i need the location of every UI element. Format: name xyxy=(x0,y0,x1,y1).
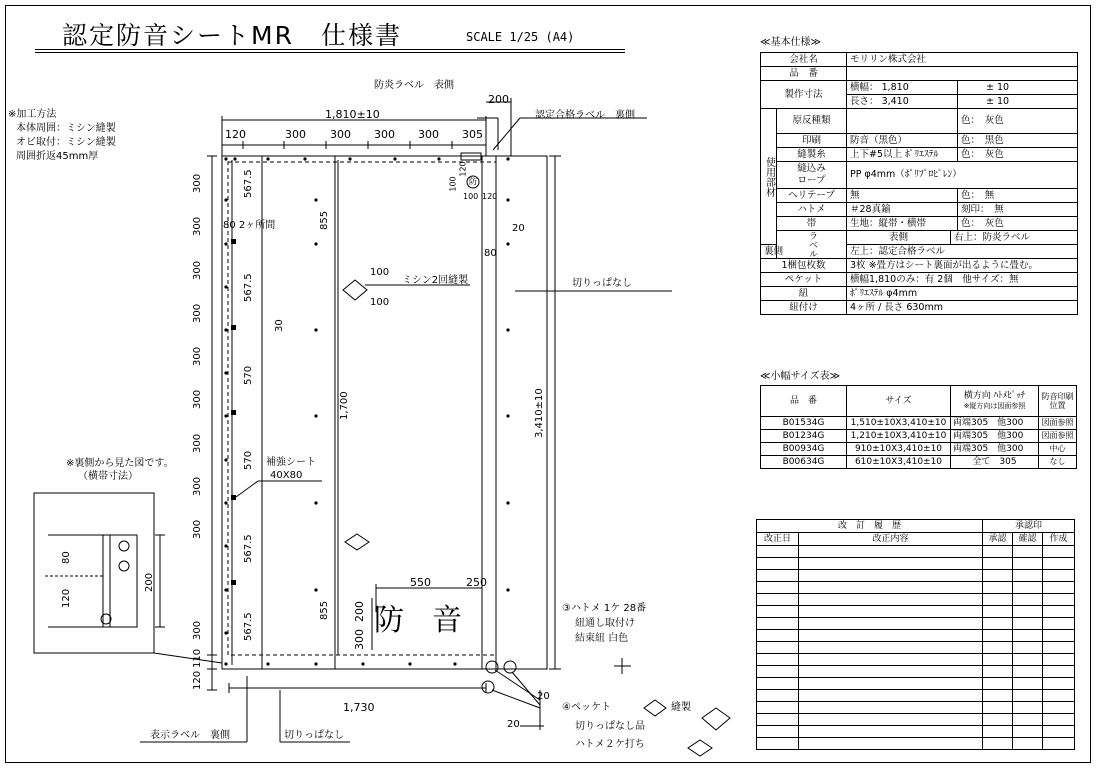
row-pitch: 両端305 他300 xyxy=(951,443,1039,456)
size-head-pitch-note: ※縦方向は図面参照 xyxy=(963,402,1026,410)
label-80: 80 xyxy=(484,248,497,259)
history-cell xyxy=(1013,594,1043,606)
basic-spec-table xyxy=(760,52,1078,315)
row-pitch: 両端305 他300 xyxy=(951,417,1039,430)
row-pos: 図面参照 xyxy=(1039,417,1077,430)
history-cell xyxy=(1043,570,1075,582)
width-label: 横幅： xyxy=(850,81,879,93)
history-cell xyxy=(983,630,1013,642)
width-cell xyxy=(847,81,958,95)
thread-label: 縫製糸 xyxy=(777,148,847,162)
history-cell xyxy=(1043,630,1075,642)
size-head-item: 品 番 xyxy=(761,386,847,417)
dim-left-110: 110 xyxy=(192,648,203,668)
history-cell xyxy=(1013,582,1043,594)
dim-200-b: 200 xyxy=(353,601,366,622)
history-cell xyxy=(1043,666,1075,678)
dim-top-300-d: 300 xyxy=(418,128,439,141)
history-cell xyxy=(983,558,1013,570)
dim-band-6: 567.5 xyxy=(243,612,254,641)
processing-title: ※加工方法 xyxy=(8,109,57,120)
dim-550: 550 xyxy=(410,576,431,589)
table-row xyxy=(761,417,1077,430)
width-tol: ± 10 xyxy=(958,81,1078,95)
dim-top-300-c: 300 xyxy=(374,128,395,141)
history-cell xyxy=(1043,690,1075,702)
width-value: 1,810 xyxy=(881,81,909,93)
history-cell xyxy=(1013,654,1043,666)
dim-855-bottom: 855 xyxy=(319,600,330,620)
history-cell xyxy=(983,678,1013,690)
print-value: 防音（黒色） xyxy=(847,134,958,148)
parts-label-text: 使用部材 xyxy=(763,156,775,197)
back-value: 左上：認定合格ラベル xyxy=(847,245,1078,259)
history-cell xyxy=(1043,702,1075,714)
history-cell xyxy=(799,702,983,714)
history-cell xyxy=(1043,738,1075,750)
history-cell xyxy=(799,618,983,630)
label-100c: 100 xyxy=(463,192,479,201)
history-title: 改 訂 履 歴 xyxy=(757,520,983,533)
dim-left-120: 120 xyxy=(192,670,203,690)
dim-left-300-2: 300 xyxy=(192,216,203,236)
height-value: 3,410 xyxy=(881,95,909,107)
dim-band-2: 567.5 xyxy=(243,273,254,302)
dim-band-4: 570 xyxy=(243,450,254,470)
front-value: 右上：防炎ラベル xyxy=(951,231,1078,245)
note-grommet-l1: 紐通し取付け xyxy=(575,618,635,629)
history-cell xyxy=(1043,618,1075,630)
front-label: 表側 xyxy=(847,231,951,245)
label-group xyxy=(777,231,847,259)
history-cell xyxy=(1043,726,1075,738)
history-cell xyxy=(983,582,1013,594)
history-row xyxy=(757,642,1075,654)
table-row xyxy=(761,443,1077,456)
history-row xyxy=(757,738,1075,750)
history-cell xyxy=(983,690,1013,702)
label-cert-back: 認定合格ラベル 裏側 xyxy=(535,110,635,121)
band-label: 帯 xyxy=(777,217,847,231)
row-pitch: 全て 305 xyxy=(951,456,1039,469)
history-cell xyxy=(757,738,799,750)
history-cell xyxy=(757,630,799,642)
row-pitch: 両端305 他300 xyxy=(951,430,1039,443)
label-100a: 100 xyxy=(370,267,390,278)
history-cell xyxy=(757,618,799,630)
label-fire-front: 防炎ラベル 表側 xyxy=(374,80,454,91)
history-cell xyxy=(1043,558,1075,570)
dim-top-120: 120 xyxy=(225,128,246,141)
history-cell xyxy=(1043,546,1075,558)
dim-left-300-3: 300 xyxy=(192,260,203,280)
history-row xyxy=(757,570,1075,582)
thread-color: 色： 灰色 xyxy=(958,148,1078,162)
dim-left-300-9: 300 xyxy=(192,519,203,539)
raw-color: 色： 灰色 xyxy=(958,109,1078,134)
history-cell xyxy=(799,714,983,726)
history-approve-col: 承認 xyxy=(983,533,1013,546)
history-cell xyxy=(1013,546,1043,558)
row-size: 1,210±10X3,410±10 xyxy=(847,430,951,443)
pecket-value: 横幅1,810のみ：有 2個 他サイズ：無 xyxy=(847,273,1078,287)
dim-1730: 1,730 xyxy=(343,701,375,714)
size-head-pos: 防音印刷位置 xyxy=(1039,386,1077,417)
grommet-value: ＃28真鍮 xyxy=(847,203,958,217)
history-cell xyxy=(757,714,799,726)
dim-band-5: 567.5 xyxy=(243,534,254,563)
history-cell xyxy=(1013,678,1043,690)
dim-left-300-10: 300 xyxy=(192,620,203,640)
backview-sub: （横帯寸法） xyxy=(78,471,138,482)
dim-left-300-1: 300 xyxy=(192,173,203,193)
dim-top-305: 305 xyxy=(462,128,483,141)
history-cell xyxy=(1013,630,1043,642)
history-cell xyxy=(799,546,983,558)
history-cell xyxy=(757,702,799,714)
string-label: 紐 xyxy=(761,287,847,301)
history-cell xyxy=(983,546,1013,558)
band-value: 生地：縦帯・横帯 xyxy=(847,217,958,231)
backview-title: ※裏側から見た図です。 xyxy=(66,458,174,469)
row-pos: なし xyxy=(1039,456,1077,469)
row-item: B01234G xyxy=(761,430,847,443)
label-display-back: 表示ラベル 裏側 xyxy=(150,730,230,741)
dim-250: 250 xyxy=(466,576,487,589)
history-cell xyxy=(799,666,983,678)
note-pecket-sew: 縫製 xyxy=(671,702,691,713)
history-stamp-title: 承認印 xyxy=(983,520,1075,533)
history-cell xyxy=(799,642,983,654)
tie-label: 紐付け xyxy=(761,301,847,315)
grommet-label: ハトメ xyxy=(777,203,847,217)
raw-label: 原反種類 xyxy=(777,109,847,134)
label-100v: 100 xyxy=(448,176,458,192)
row-size: 1,510±10X3,410±10 xyxy=(847,417,951,430)
dim-left-300-6: 300 xyxy=(192,389,203,409)
string-value: ﾎﾟﾘｴｽﾃﾙ φ4mm xyxy=(847,287,1078,301)
history-cell xyxy=(983,726,1013,738)
history-cell xyxy=(1013,702,1043,714)
label-2places: 80 2ヶ所間 xyxy=(223,220,276,231)
history-row xyxy=(757,666,1075,678)
dim-total-width: 1,810±10 xyxy=(325,108,380,121)
history-cell xyxy=(799,738,983,750)
history-cell xyxy=(757,546,799,558)
row-size: 910±10X3,410±10 xyxy=(847,443,951,456)
raw-value xyxy=(847,109,958,134)
print-color: 色： 黒色 xyxy=(958,134,1078,148)
small-size-title: ≪小幅サイズ表≫ xyxy=(760,371,841,382)
label-cutoff-bottom: 切りっぱなし xyxy=(284,730,344,741)
note-pecket-title: ④ペッケト xyxy=(562,702,611,713)
label-group-text: ラベル xyxy=(807,231,817,258)
history-cell xyxy=(1013,606,1043,618)
dim-left-300-8: 300 xyxy=(192,476,203,496)
pecket-label: ペケット xyxy=(761,273,847,287)
print-label: 印刷 xyxy=(777,134,847,148)
label-100b: 100 xyxy=(370,297,390,308)
history-cell xyxy=(1013,666,1043,678)
history-cell xyxy=(983,702,1013,714)
history-create-col: 作成 xyxy=(1043,533,1075,546)
height-tol: ± 10 xyxy=(958,95,1078,109)
dim-1700: 1,700 xyxy=(339,391,350,420)
revision-history-table xyxy=(756,519,1075,750)
label-20a: 20 xyxy=(512,223,525,234)
history-cell xyxy=(757,726,799,738)
history-cell xyxy=(757,570,799,582)
history-row xyxy=(757,690,1075,702)
note-pecket-l2: ハトメ２ケ打ち xyxy=(575,739,645,750)
history-cell xyxy=(799,630,983,642)
label-cutoff-right: 切りっぱなし xyxy=(572,278,632,289)
label-20-b1: 20 xyxy=(537,691,550,702)
label-sewing: ミシン2回縫製 xyxy=(402,275,469,286)
label-reinforce-size: 40X80 xyxy=(270,470,303,481)
rope-value: PP φ4mm（ﾎﾟﾘﾌﾟﾛﾋﾟﾚﾝ） xyxy=(847,162,1078,189)
back-label: 裏側 xyxy=(761,245,777,259)
dim-200: 200 xyxy=(488,93,509,106)
history-cell xyxy=(757,594,799,606)
company-label: 会社名 xyxy=(761,53,847,67)
label-30: 30 xyxy=(274,319,285,332)
history-cell xyxy=(757,678,799,690)
label-fire-mark: 防 xyxy=(469,177,477,186)
processing-line-3: 周囲折返45mm厚 xyxy=(16,151,99,162)
basic-spec-title: ≪基本仕様≫ xyxy=(760,37,821,48)
dim-top-300-b: 300 xyxy=(330,128,351,141)
history-cell xyxy=(757,582,799,594)
row-size: 610±10X3,410±10 xyxy=(847,456,951,469)
dim-300-b: 300 xyxy=(353,629,366,650)
row-item: B01534G xyxy=(761,417,847,430)
note-pecket-l1: 切りっぱなし品 xyxy=(575,721,645,732)
history-content-col: 改正内容 xyxy=(799,533,983,546)
dim-top-300-a: 300 xyxy=(285,128,306,141)
dim-height: 3,410±10 xyxy=(534,388,545,438)
dim-left-300-7: 300 xyxy=(192,433,203,453)
size-head-pitch xyxy=(951,386,1039,417)
row-pos: 図面参照 xyxy=(1039,430,1077,443)
history-cell xyxy=(983,618,1013,630)
rope-label: 縫込み ロープ xyxy=(777,162,847,189)
row-item: B00634G xyxy=(761,456,847,469)
pack-value: 3枚 ※畳方はシート裏面が出るように畳む。 xyxy=(847,259,1078,273)
item-label: 品 番 xyxy=(761,67,847,81)
size-label: 製作寸法 xyxy=(761,81,847,109)
height-label: 長さ： xyxy=(850,95,879,107)
dim-855-top: 855 xyxy=(319,210,330,230)
row-item: B00934G xyxy=(761,443,847,456)
history-row xyxy=(757,618,1075,630)
table-row xyxy=(761,456,1077,469)
label-20-b2: 20 xyxy=(507,719,520,730)
dim-band-3: 570 xyxy=(243,365,254,385)
history-row xyxy=(757,630,1075,642)
tape-label: ヘリテープ xyxy=(777,189,847,203)
size-head-pitch-main: 横方向 ﾊﾄﾒﾋﾟｯﾁ xyxy=(963,391,1026,401)
history-cell xyxy=(799,726,983,738)
height-cell xyxy=(847,95,958,109)
small-size-table xyxy=(760,385,1077,469)
history-cell xyxy=(1013,570,1043,582)
history-row xyxy=(757,546,1075,558)
history-confirm-col: 確認 xyxy=(1013,533,1043,546)
backview-dim-200: 200 xyxy=(144,572,155,592)
history-cell xyxy=(799,570,983,582)
label-120v: 120 xyxy=(458,161,468,177)
history-cell xyxy=(757,690,799,702)
label-120c: 120 xyxy=(482,192,498,201)
history-row xyxy=(757,654,1075,666)
history-cell xyxy=(1013,558,1043,570)
history-cell xyxy=(983,666,1013,678)
history-row xyxy=(757,582,1075,594)
history-cell xyxy=(1013,618,1043,630)
history-cell xyxy=(757,606,799,618)
tape-value: 無 xyxy=(847,189,958,203)
grommet-mark: 刻印： 無 xyxy=(958,203,1078,217)
tape-color: 色： 無 xyxy=(958,189,1078,203)
history-cell xyxy=(983,594,1013,606)
thread-value: 上下#5以上 ﾎﾟﾘｴｽﾃﾙ xyxy=(847,148,958,162)
boui-print: 防音 xyxy=(374,603,490,638)
history-date-col: 改正日 xyxy=(757,533,799,546)
history-row xyxy=(757,606,1075,618)
backview-dim-120: 120 xyxy=(61,588,72,608)
history-cell xyxy=(799,594,983,606)
history-cell xyxy=(983,738,1013,750)
history-cell xyxy=(1043,594,1075,606)
history-row xyxy=(757,558,1075,570)
processing-line-2: オビ取付：ミシン縫製 xyxy=(16,137,116,148)
company-value: モリリン株式会社 xyxy=(847,53,1078,67)
history-cell xyxy=(1043,606,1075,618)
history-cell xyxy=(757,642,799,654)
history-row xyxy=(757,594,1075,606)
history-cell xyxy=(799,582,983,594)
page-title: 認定防音シートMR 仕様書 xyxy=(62,21,402,50)
history-cell xyxy=(757,558,799,570)
history-cell xyxy=(799,654,983,666)
processing-line-1: 本体周囲：ミシン縫製 xyxy=(16,123,116,134)
dim-left-300-5: 300 xyxy=(192,346,203,366)
history-cell xyxy=(799,558,983,570)
history-cell xyxy=(1013,738,1043,750)
label-reinforce: 補強シート xyxy=(266,457,316,468)
history-cell xyxy=(1043,654,1075,666)
history-cell xyxy=(799,606,983,618)
band-color: 色： 灰色 xyxy=(958,217,1078,231)
tie-value: 4ヶ所 / 長さ 630mm xyxy=(847,301,1078,315)
history-cell xyxy=(983,642,1013,654)
size-head-size: サイズ xyxy=(847,386,951,417)
history-cell xyxy=(1043,714,1075,726)
note-grommet-title: ③ハトメ 1ケ 28番 xyxy=(562,603,647,614)
history-cell xyxy=(983,570,1013,582)
history-cell xyxy=(983,606,1013,618)
history-cell xyxy=(1013,642,1043,654)
history-row xyxy=(757,678,1075,690)
history-cell xyxy=(983,714,1013,726)
item-value xyxy=(847,67,1078,81)
history-cell xyxy=(1013,726,1043,738)
history-cell xyxy=(1043,678,1075,690)
history-row xyxy=(757,726,1075,738)
parts-label xyxy=(761,109,777,245)
history-rows xyxy=(757,546,1075,750)
history-cell xyxy=(1013,714,1043,726)
history-cell xyxy=(799,690,983,702)
dim-left-300-4: 300 xyxy=(192,303,203,323)
backview-dim-80: 80 xyxy=(61,551,72,564)
history-cell xyxy=(757,654,799,666)
history-cell xyxy=(1043,582,1075,594)
scale-label: SCALE 1/25 (A4) xyxy=(466,30,575,44)
pack-label: 1梱包枚数 xyxy=(761,259,847,273)
history-cell xyxy=(757,666,799,678)
table-row xyxy=(761,430,1077,443)
history-cell xyxy=(983,654,1013,666)
history-cell xyxy=(1013,690,1043,702)
row-pos: 中心 xyxy=(1039,443,1077,456)
history-cell xyxy=(1043,642,1075,654)
history-row xyxy=(757,714,1075,726)
dim-band-1: 567.5 xyxy=(243,169,254,198)
note-grommet-l2: 結束紐 白色 xyxy=(575,633,629,644)
history-cell xyxy=(799,678,983,690)
history-row xyxy=(757,702,1075,714)
